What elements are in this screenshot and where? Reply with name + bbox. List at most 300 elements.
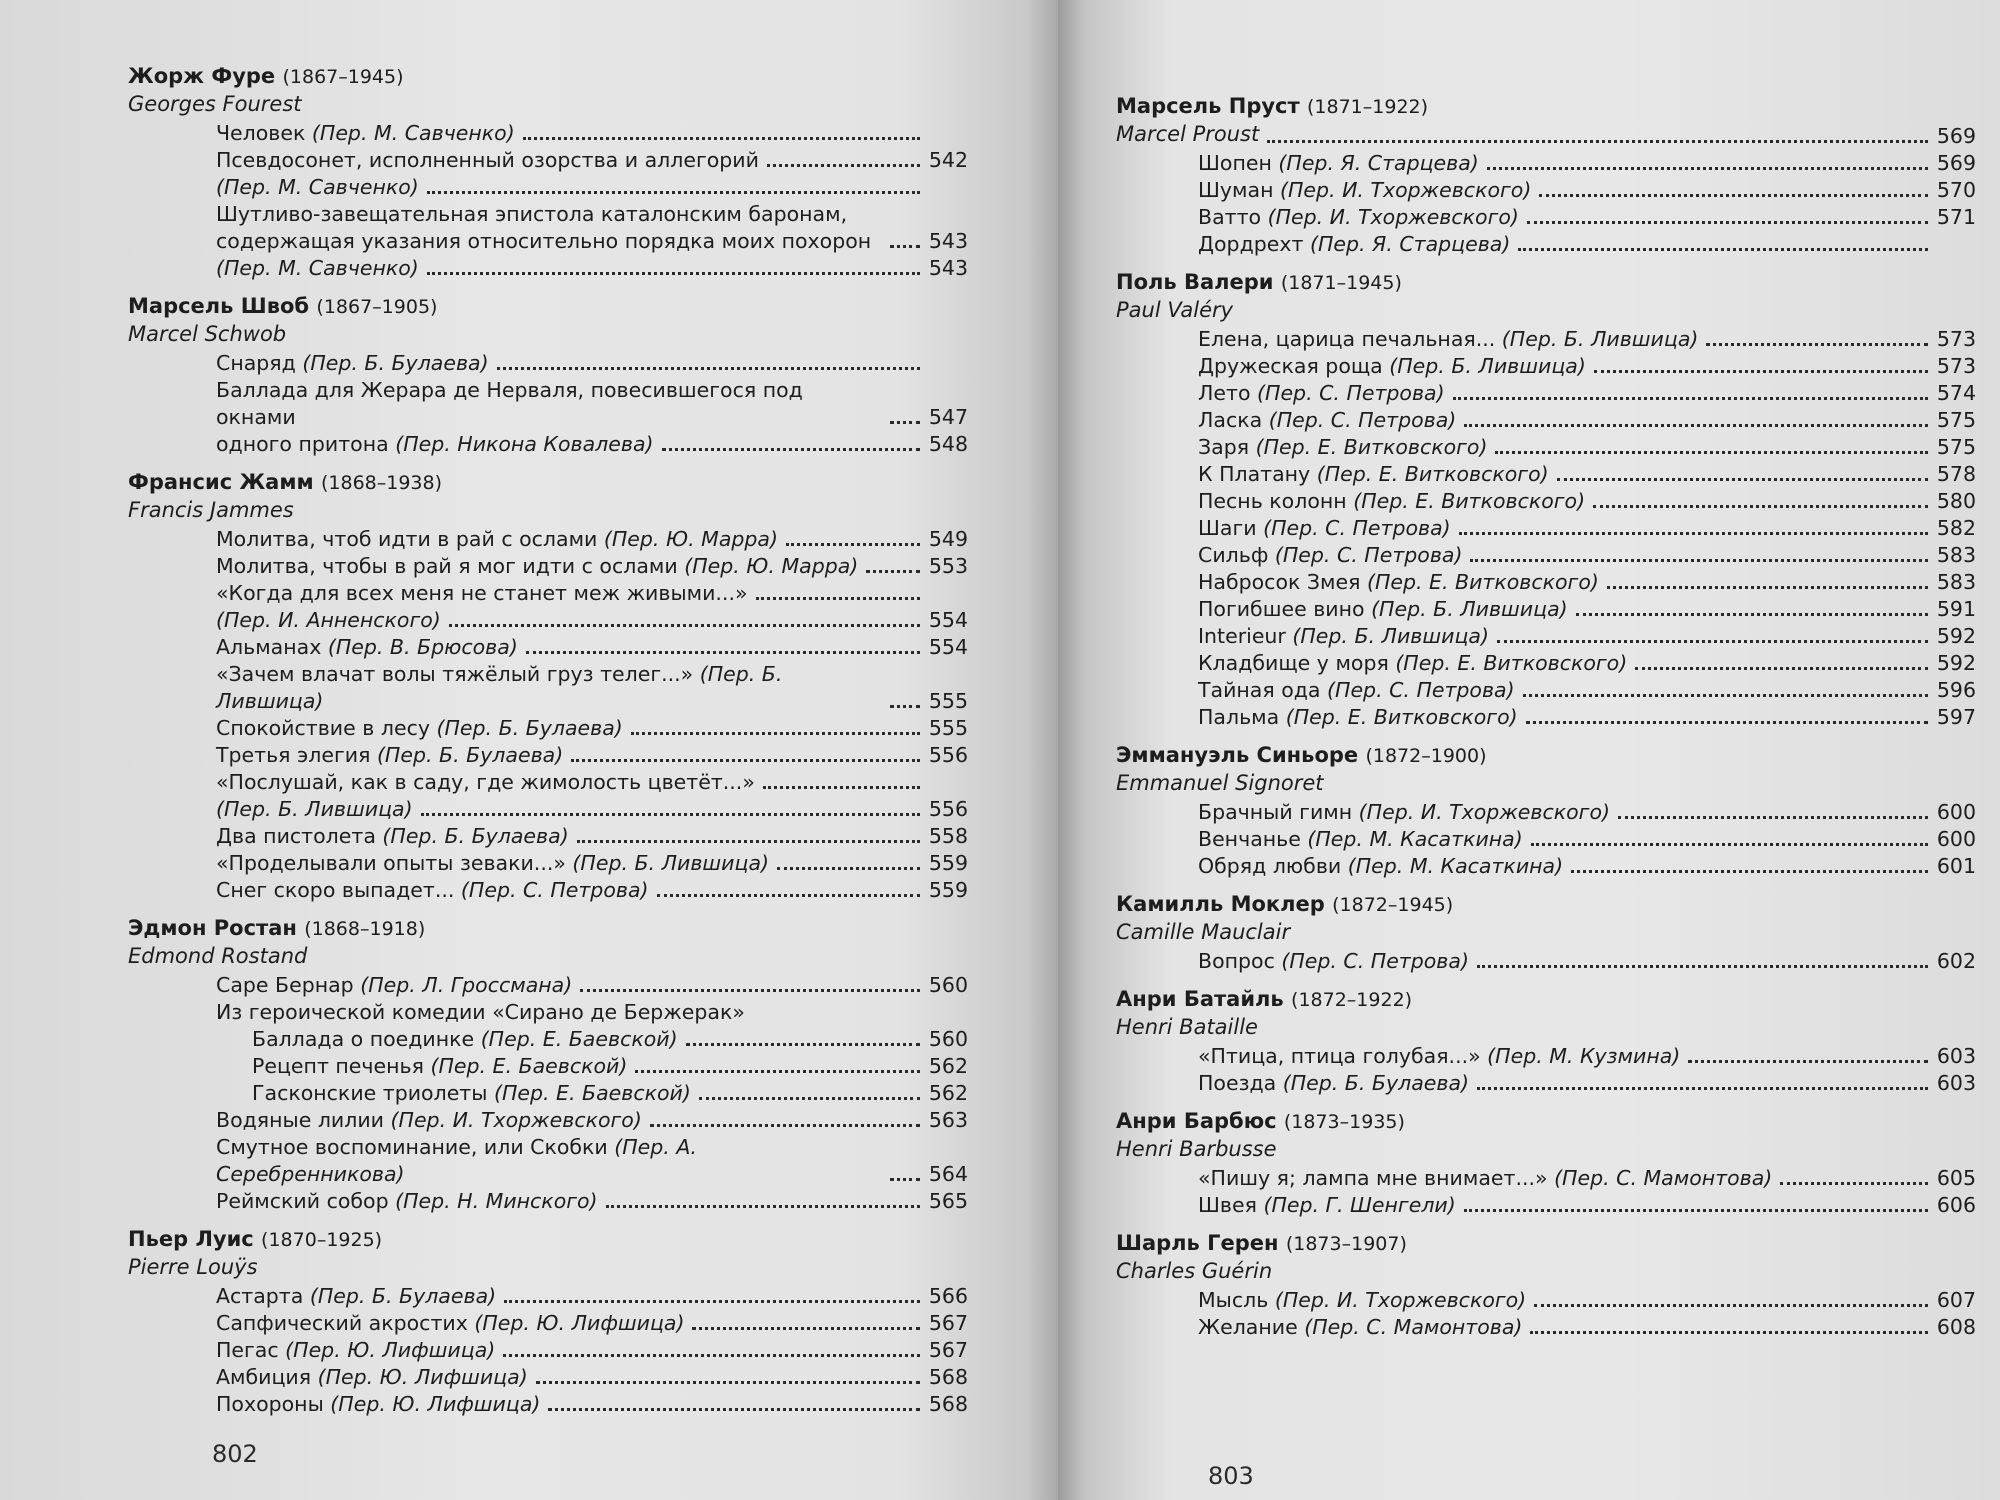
toc-entry	[128, 147, 968, 174]
leader-dots	[580, 989, 920, 992]
leader-dots	[1539, 194, 1928, 197]
entry-translator: (Пер. М. Касаткина)	[1347, 854, 1564, 878]
toc-entry	[1116, 1287, 1976, 1314]
leader-dots	[427, 272, 920, 275]
toc-entry	[1116, 596, 1976, 623]
entry-title: одного притона	[216, 432, 396, 456]
toc-entry	[1116, 461, 1976, 488]
page-number: 583	[1936, 570, 1976, 594]
entry-translator: (Пер. Б. Булаева)	[309, 1284, 497, 1308]
page-number: 542	[928, 148, 968, 172]
toc-entry	[128, 1080, 968, 1107]
entry-translator: (Пер. В. Брюсова)	[327, 635, 518, 659]
right-page	[1058, 0, 2000, 1500]
author-original-name: Emmanuel Signoret	[1116, 771, 1324, 795]
page-number: 563	[928, 1108, 968, 1132]
author-block	[128, 914, 968, 1215]
entry-title: «Когда для всех меня не станет меж живыми...»	[216, 581, 748, 605]
entry-text	[1198, 596, 1568, 623]
toc-entry	[1116, 515, 1976, 542]
entry-title: Венчанье	[1198, 827, 1308, 851]
entry-text	[216, 553, 858, 580]
author-block	[1116, 1229, 1976, 1341]
toc-entry	[128, 1337, 968, 1364]
toc-entry	[128, 120, 968, 147]
entry-title: Желание	[1198, 1315, 1305, 1339]
entry-translator: (Пер. С. Петрова)	[1281, 949, 1469, 973]
author-dates: (1867–1905)	[316, 296, 438, 318]
entry-translator: (Пер. И. Анненского)	[216, 608, 441, 632]
entry-translator: (Пер. Ю. Лифшица)	[285, 1338, 496, 1362]
leader-dots	[1464, 1209, 1928, 1212]
entry-translator: (Пер. Б. Булаева)	[382, 824, 569, 848]
page-number: 582	[1936, 516, 1976, 540]
entry-translator: (Пер. Г. Шенгели)	[1263, 1193, 1456, 1217]
toc-entry	[128, 634, 968, 661]
toc-entry	[1116, 204, 1976, 231]
entry-title: Лето	[1198, 381, 1258, 405]
entry-title: Набросок Змея	[1198, 570, 1367, 594]
entry-title: Поезда	[1198, 1071, 1283, 1095]
leader-dots	[1470, 559, 1928, 562]
entry-translator: (Пер. М. Кузмина)	[1487, 1044, 1681, 1068]
author-name: Камилль Моклер	[1116, 892, 1325, 916]
entry-translator: (Пер. Б. Лившица)	[1501, 327, 1699, 351]
entry-text	[1198, 515, 1451, 542]
page-number: 596	[1936, 678, 1976, 702]
entry-text	[216, 255, 419, 282]
author-dates: (1873–1907)	[1285, 1233, 1407, 1255]
entry-text	[1198, 704, 1518, 731]
leader-dots	[686, 1043, 920, 1046]
entry-title: Альманах	[216, 635, 328, 659]
leader-dots	[767, 164, 920, 167]
entry-text	[1198, 461, 1549, 488]
page-number: 583	[1936, 543, 1976, 567]
toc-entry	[1116, 1192, 1976, 1219]
entry-title: Дружеская роща	[1198, 354, 1390, 378]
author-name: Анри Барбюс	[1116, 1109, 1277, 1133]
toc-entry	[1116, 407, 1976, 434]
toc-entry	[128, 661, 968, 715]
toc-entry	[1116, 150, 1976, 177]
leader-dots	[1780, 1182, 1928, 1185]
entry-translator: (Пер. Е. Баевской)	[493, 1081, 691, 1105]
entry-title: Interieur	[1198, 624, 1293, 648]
entry-text	[216, 877, 649, 904]
leader-dots	[606, 1205, 920, 1208]
entry-text	[216, 1134, 882, 1188]
entry-translator: (Пер. Е. Витковского)	[1316, 462, 1549, 486]
entry-text	[1198, 799, 1610, 826]
page-number: 597	[1936, 705, 1976, 729]
entry-title: Амбиция	[216, 1365, 318, 1389]
page-number: 554	[928, 635, 968, 659]
entry-text	[216, 431, 654, 458]
entry-text	[216, 174, 419, 201]
page-number: 548	[928, 432, 968, 456]
entry-title: Елена, царица печальная...	[1198, 327, 1502, 351]
entry-translator: (Пер. И. Тхоржевского)	[390, 1108, 642, 1132]
entry-translator: (Пер. С. Петрова)	[1268, 408, 1457, 432]
entry-translator: (Пер. С. Петрова)	[1274, 543, 1463, 567]
page-number: 575	[1936, 435, 1976, 459]
author-block	[1116, 1107, 1976, 1219]
page-number: 600	[1936, 827, 1976, 851]
entry-text	[1198, 623, 1489, 650]
entry-text	[216, 147, 759, 174]
leader-dots	[536, 1381, 920, 1384]
entry-title: Ватто	[1198, 205, 1268, 229]
author-original-name: Charles Guérin	[1116, 1259, 1273, 1283]
page-number: 603	[1936, 1071, 1976, 1095]
author-heading	[1116, 741, 1976, 770]
page-number: 562	[928, 1054, 968, 1078]
toc-entry	[1116, 948, 1976, 975]
toc-entry	[128, 796, 968, 823]
entry-text	[216, 1364, 528, 1391]
leader-dots	[1495, 451, 1928, 454]
page-number: 556	[928, 743, 968, 767]
author-heading	[1116, 1107, 1976, 1136]
entry-title: Гасконские триолеты	[252, 1081, 494, 1105]
author-heading	[128, 62, 968, 91]
toc-entry	[128, 850, 968, 877]
leader-dots	[890, 1178, 920, 1181]
author-block	[128, 468, 968, 904]
entry-text	[1198, 326, 1698, 353]
leader-dots	[523, 137, 920, 140]
leader-dots	[548, 1408, 920, 1411]
left-toc	[128, 62, 968, 1418]
page-number: 555	[928, 716, 968, 740]
entry-translator: (Пер. С. Мамонтова)	[1554, 1166, 1773, 1190]
entry-title: Похороны	[216, 1392, 331, 1416]
toc-entry	[1116, 434, 1976, 461]
toc-entry	[1116, 1070, 1976, 1097]
leader-dots	[1618, 816, 1928, 819]
toc-entry	[1116, 177, 1976, 204]
author-name: Пьер Луис	[128, 1227, 254, 1251]
entry-title: Кладбище у моря	[1198, 651, 1396, 675]
entry-title: Погибшее вино	[1198, 597, 1372, 621]
toc-entry	[1116, 853, 1976, 880]
entry-text	[1198, 1287, 1526, 1314]
leader-dots	[866, 570, 920, 573]
author-heading	[1116, 1229, 1976, 1258]
entry-text	[1198, 1314, 1522, 1341]
author-heading	[1116, 890, 1976, 919]
page-number: 567	[928, 1338, 968, 1362]
toc-entry	[128, 580, 968, 607]
leader-dots	[777, 867, 920, 870]
page-number: 555	[928, 689, 968, 713]
page-number: 578	[1936, 462, 1976, 486]
entry-text	[1198, 677, 1515, 704]
toc-entry	[1116, 623, 1976, 650]
entry-translator: (Пер. Б. Лившица)	[1292, 624, 1489, 648]
author-original-name: Paul Valéry	[1116, 298, 1234, 322]
author-original-name: Marcel Proust	[1116, 122, 1260, 146]
leader-dots	[1607, 586, 1928, 589]
entry-text	[216, 769, 755, 796]
leader-dots	[1531, 843, 1928, 846]
leader-dots	[1576, 613, 1928, 616]
entry-translator: (Пер. Ю. Лифшица)	[330, 1392, 541, 1416]
leader-dots	[503, 1354, 920, 1357]
entry-translator: (Пер. Е. Баевской)	[430, 1054, 628, 1078]
entry-translator: (Пер. Я. Старцева)	[1278, 151, 1479, 175]
entry-translator: (Пер. С. Петрова)	[460, 878, 649, 902]
leader-dots	[699, 1097, 920, 1100]
leader-dots	[1523, 694, 1928, 697]
page-number: 569	[1936, 151, 1976, 175]
leader-dots	[427, 191, 920, 194]
entry-title: Дордрехт	[1198, 232, 1310, 256]
page-number: 543	[928, 256, 968, 280]
entry-text	[216, 1188, 598, 1215]
entry-title: Тайная ода	[1198, 678, 1328, 702]
page-number: 543	[928, 229, 968, 253]
page-number: 562	[928, 1081, 968, 1105]
toc-entry	[128, 1364, 968, 1391]
entry-text	[216, 1310, 684, 1337]
entry-text	[216, 661, 882, 715]
entry-title: Мысль	[1198, 1288, 1275, 1312]
entry-translator: (Пер. Ю. Марра)	[684, 554, 859, 578]
author-heading	[1116, 92, 1976, 121]
entry-translator: (Пер. Б. Булаева)	[302, 351, 489, 375]
page-number: 605	[1936, 1166, 1976, 1190]
entry-text	[1198, 407, 1456, 434]
page-number: 568	[928, 1365, 968, 1389]
entry-text	[1198, 380, 1445, 407]
toc-entry	[1116, 1314, 1976, 1341]
entry-translator: (Пер. Никона Ковалева)	[395, 432, 654, 456]
entry-text	[216, 120, 515, 147]
entry-translator: (Пер. Е. Витковского)	[1353, 489, 1586, 513]
author-dates: (1868–1938)	[320, 472, 443, 494]
entry-text	[216, 1283, 496, 1310]
page-number: 567	[928, 1311, 968, 1335]
page-number: 569	[1936, 124, 1976, 148]
entry-title: Обряд любви	[1198, 854, 1348, 878]
entry-title: Шуман	[1198, 178, 1280, 202]
author-dates: (1873–1935)	[1283, 1111, 1405, 1133]
entry-translator: (Пер. Е. Витковского)	[1285, 705, 1518, 729]
author-name: Эдмон Ростан	[128, 916, 297, 940]
entry-translator: (Пер. Е. Витковского)	[1255, 435, 1488, 459]
toc-entry	[128, 823, 968, 850]
entry-title: Третья элегия	[216, 743, 377, 767]
entry-text	[1198, 231, 1510, 258]
author-original-name: Henri Barbusse	[1116, 1137, 1277, 1161]
page-number: 606	[1936, 1193, 1976, 1217]
toc-entry	[128, 1391, 968, 1418]
entry-title: «Послушай, как в саду, где жимолость цветёт...»	[216, 770, 755, 794]
entry-text	[1198, 569, 1599, 596]
author-block	[128, 292, 968, 458]
author-heading	[128, 468, 968, 497]
entry-translator: (Пер. Ю. Лифшица)	[317, 1365, 528, 1389]
leader-dots	[890, 421, 920, 424]
author-dates: (1871–1945)	[1280, 272, 1402, 294]
author-name: Шарль Герен	[1116, 1231, 1279, 1255]
toc-entry	[128, 1053, 968, 1080]
page-number: 591	[1936, 597, 1976, 621]
page-number: 592	[1936, 651, 1976, 675]
entry-text	[1198, 853, 1563, 880]
entry-text	[1198, 353, 1586, 380]
entry-translator: (Пер. Ю. Лифшица)	[474, 1311, 685, 1335]
entry-translator: (Пер. И. Тхоржевского)	[1358, 800, 1610, 824]
entry-title: Вопрос	[1198, 949, 1282, 973]
toc-entry	[128, 877, 968, 904]
page-number: 547	[928, 405, 968, 429]
author-name: Эммануэль Синьоре	[1116, 743, 1359, 767]
toc-entry	[1116, 326, 1976, 353]
page-number: 580	[1936, 489, 1976, 513]
leader-dots	[692, 1327, 920, 1330]
page-number: 607	[1936, 1288, 1976, 1312]
entry-translator: (Пер. Л. Гроссмана)	[360, 973, 573, 997]
leader-dots	[763, 786, 920, 789]
entry-translator: (Пер. Е. Баевской)	[480, 1027, 678, 1051]
entry-text	[216, 377, 882, 431]
leader-dots	[1497, 640, 1928, 643]
page-number: 560	[928, 1027, 968, 1051]
toc-entry	[1116, 121, 1976, 150]
entry-text	[216, 796, 413, 823]
leader-dots	[1477, 965, 1928, 968]
page-number: 573	[1936, 354, 1976, 378]
entry-text	[216, 1337, 495, 1364]
entry-title: Шаги	[1198, 516, 1264, 540]
author-dates: (1872–1945)	[1332, 894, 1454, 916]
toc-entry	[128, 174, 968, 201]
entry-text	[1198, 1165, 1772, 1192]
entry-translator: (Пер. Б. Булаева)	[376, 743, 564, 767]
entry-text	[252, 1080, 691, 1107]
entry-translator: (Пер. Б. Лившица)	[216, 797, 413, 821]
page-number: 558	[928, 824, 968, 848]
entry-text	[1198, 150, 1479, 177]
leader-dots	[449, 624, 920, 627]
entry-title: Спокойствие в лесу	[216, 716, 437, 740]
toc-entry	[128, 1026, 968, 1053]
leader-dots	[650, 1124, 920, 1127]
entry-title: Баллада о поединке	[252, 1027, 481, 1051]
toc-entry	[1116, 826, 1976, 853]
entry-title: К Платану	[1198, 462, 1317, 486]
author-block	[128, 1225, 968, 1418]
leader-dots	[657, 894, 920, 897]
entry-translator: (Пер. Ю. Марра)	[603, 527, 778, 551]
entry-title: Песнь колонн	[1198, 489, 1354, 513]
leader-dots	[1487, 167, 1928, 170]
page-number: 568	[928, 1392, 968, 1416]
leader-dots	[756, 597, 920, 600]
entry-translator: (Пер. М. Савченко)	[311, 121, 515, 145]
entry-text	[216, 742, 563, 769]
entry-translator: (Пер. И. Тхоржевского)	[1267, 205, 1519, 229]
leader-dots	[1464, 424, 1928, 427]
entry-title: Молитва, чтобы в рай я мог идти с ослами	[216, 554, 685, 578]
leader-dots	[526, 651, 920, 654]
leader-dots	[786, 543, 920, 546]
toc-entry	[1116, 799, 1976, 826]
entry-translator: (Пер. М. Савченко)	[216, 175, 419, 199]
toc-entry	[128, 742, 968, 769]
toc-entry	[128, 715, 968, 742]
page-number: 560	[928, 973, 968, 997]
entry-title: Реймский собор	[216, 1189, 396, 1213]
leader-dots	[1477, 1087, 1928, 1090]
author-original-name: Francis Jammes	[128, 498, 294, 522]
toc-entry	[1116, 1043, 1976, 1070]
entry-title: Два пистолета	[216, 824, 383, 848]
entry-text	[1198, 542, 1462, 569]
right-toc	[1116, 92, 1976, 1341]
leader-dots	[1530, 1331, 1928, 1334]
entry-title: Молитва, чтоб идти в рай с ослами	[216, 527, 604, 551]
entry-translator: (Пер. С. Мамонтова)	[1304, 1315, 1523, 1339]
entry-translator: (Пер. Б. Лившица)	[216, 662, 783, 713]
toc-entry	[128, 553, 968, 580]
leader-dots	[577, 840, 920, 843]
author-block	[1116, 890, 1976, 975]
leader-dots	[662, 448, 920, 451]
entry-title: Сапфический акростих	[216, 1311, 475, 1335]
leader-dots	[1534, 1304, 1928, 1307]
leader-dots	[1526, 721, 1928, 724]
entry-title: Смутное воспоминание, или Скобки	[216, 1135, 615, 1159]
leader-dots	[504, 1300, 920, 1303]
page-number: 566	[928, 1284, 968, 1308]
entry-text	[216, 972, 572, 999]
page-number: 608	[1936, 1315, 1976, 1339]
leader-dots	[1267, 140, 1928, 143]
entry-translator: (Пер. Я. Старцева)	[1309, 232, 1511, 256]
entry-text	[216, 1107, 642, 1134]
toc-entry	[128, 1107, 968, 1134]
entry-text	[252, 1053, 627, 1080]
entry-text	[1198, 650, 1627, 677]
author-dates: (1868–1918)	[304, 918, 426, 940]
entry-title: Шутливо-завещательная эпистола каталонским баронам, содержащая указания относительно порядка моих похорон	[216, 202, 872, 253]
entry-title: Заря	[1198, 435, 1256, 459]
author-name: Жорж Фуре	[128, 64, 276, 88]
author-heading	[128, 1225, 968, 1254]
entry-translator: (Пер. М. Савченко)	[216, 256, 419, 280]
right-page-number: 803	[1208, 1462, 1254, 1490]
entry-translator: (Пер. Б. Лившица)	[1371, 597, 1568, 621]
entry-translator: (Пер. Б. Лившица)	[572, 851, 770, 875]
entry-title: «Пишу я; лампа мне внимает...»	[1198, 1166, 1555, 1190]
entry-title: Человек	[216, 121, 312, 145]
entry-title: Сильф	[1198, 543, 1275, 567]
page-number: 553	[928, 554, 968, 578]
entry-translator: (Пер. С. Петрова)	[1257, 381, 1445, 405]
toc-entry	[1116, 1165, 1976, 1192]
toc-entry	[128, 1188, 968, 1215]
toc-entry	[1116, 353, 1976, 380]
leader-dots	[1459, 532, 1928, 535]
entry-title: Швея	[1198, 1193, 1264, 1217]
leader-dots	[890, 245, 920, 248]
entry-text	[1198, 177, 1531, 204]
entry-translator: (Пер. Е. Витковского)	[1366, 570, 1599, 594]
